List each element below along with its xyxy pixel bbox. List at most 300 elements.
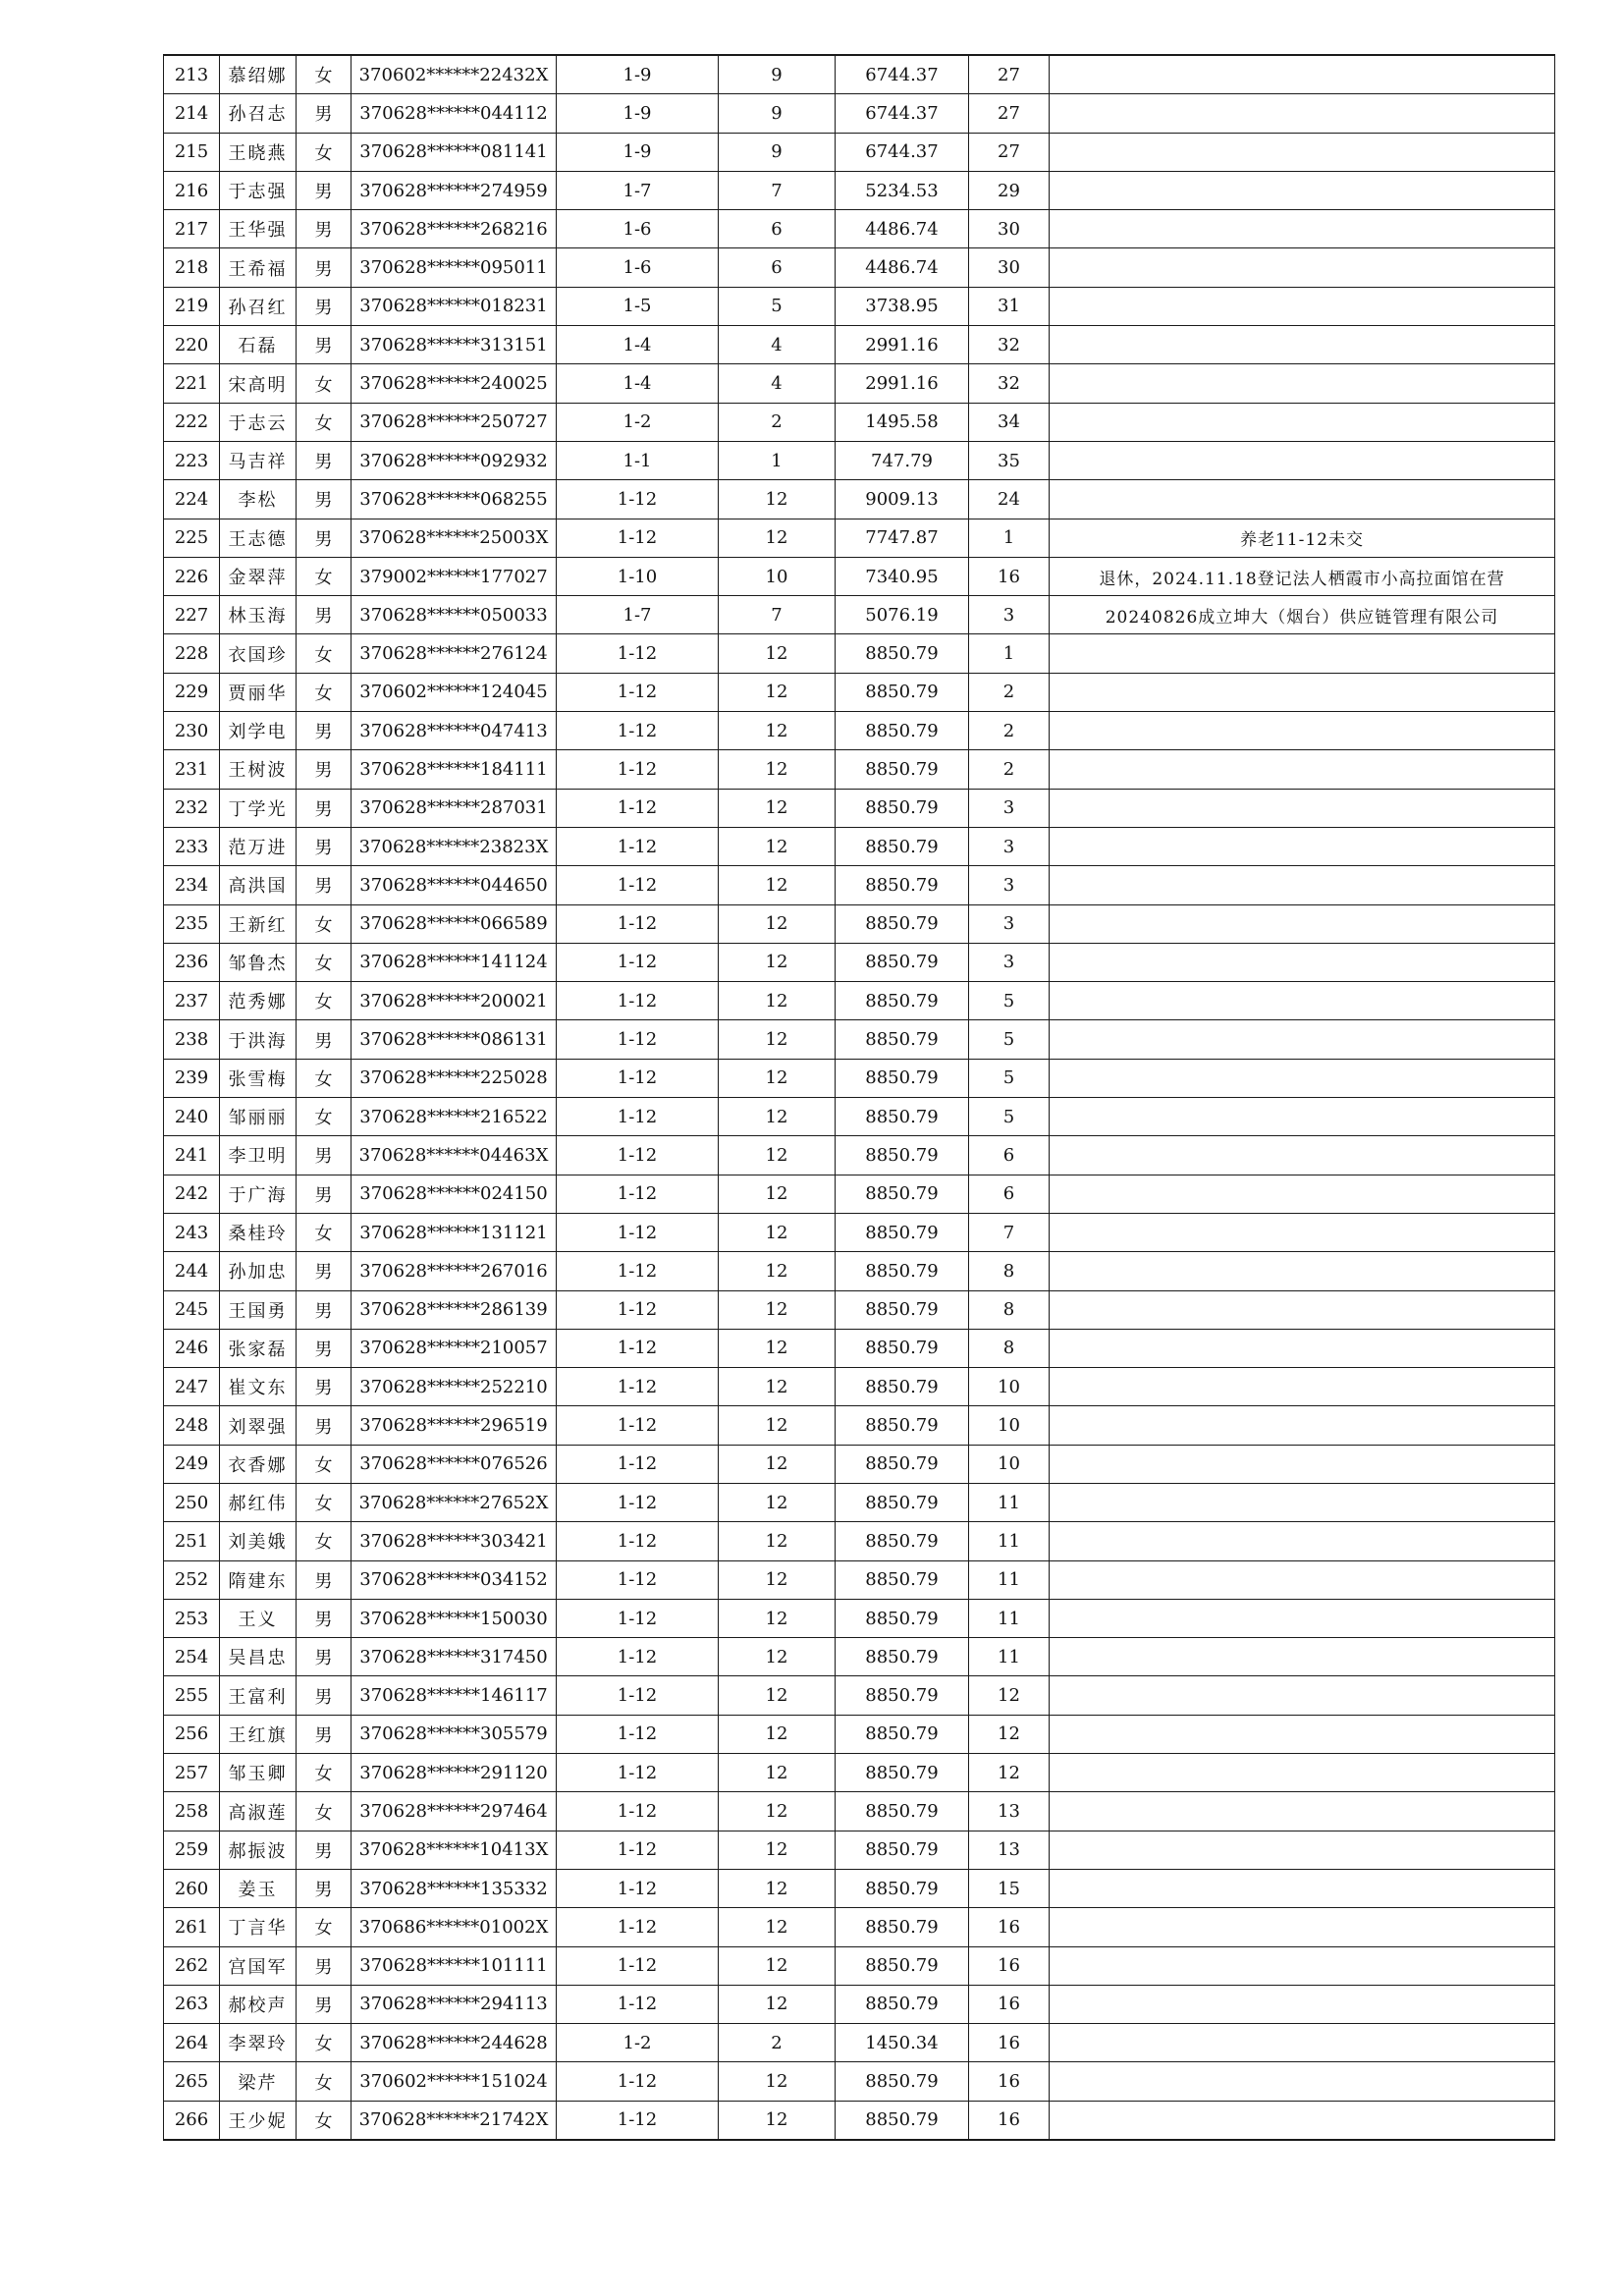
seq-cell: 216 (164, 171, 220, 209)
amount-cell: 1495.58 (836, 403, 969, 441)
gender-cell: 男 (297, 1676, 352, 1715)
amount-cell: 8850.79 (836, 1059, 969, 1097)
rank-cell: 5 (969, 982, 1050, 1020)
amount-cell: 8850.79 (836, 1252, 969, 1290)
months-cell: 12 (719, 712, 836, 750)
remark-cell (1050, 1676, 1555, 1715)
rank-cell: 16 (969, 2062, 1050, 2101)
gender-cell: 男 (297, 480, 352, 519)
gender-cell: 男 (297, 519, 352, 557)
name-cell: 隋建东 (220, 1560, 297, 1599)
id-number-cell: 370628******21742X (352, 2101, 557, 2140)
months-cell: 12 (719, 1599, 836, 1637)
rank-cell: 2 (969, 673, 1050, 711)
id-number-cell: 370628******131121 (352, 1213, 557, 1251)
remark-cell (1050, 1136, 1555, 1175)
remark-cell (1050, 326, 1555, 364)
gender-cell: 男 (297, 1715, 352, 1753)
id-number-cell: 370602******22432X (352, 55, 557, 94)
name-cell: 郝校声 (220, 1985, 297, 2023)
months-cell: 12 (719, 1020, 836, 1059)
seq-cell: 232 (164, 789, 220, 827)
rank-cell: 34 (969, 403, 1050, 441)
period-cell: 1-6 (557, 248, 719, 287)
period-cell: 1-12 (557, 1252, 719, 1290)
period-cell: 1-12 (557, 1368, 719, 1406)
remark-cell (1050, 1560, 1555, 1599)
table-row (164, 1946, 1555, 1985)
amount-cell: 9009.13 (836, 480, 969, 519)
amount-cell: 8850.79 (836, 1715, 969, 1753)
gender-cell: 女 (297, 982, 352, 1020)
months-cell: 12 (719, 1638, 836, 1676)
remark-cell (1050, 2062, 1555, 2101)
table-row (164, 1985, 1555, 2023)
name-cell: 高洪国 (220, 866, 297, 904)
gender-cell: 女 (297, 133, 352, 171)
amount-cell: 4486.74 (836, 248, 969, 287)
amount-cell: 8850.79 (836, 1290, 969, 1329)
period-cell: 1-12 (557, 673, 719, 711)
amount-cell: 8850.79 (836, 673, 969, 711)
remark-cell (1050, 1098, 1555, 1136)
gender-cell: 女 (297, 943, 352, 981)
rank-cell: 13 (969, 1831, 1050, 1869)
months-cell: 12 (719, 1754, 836, 1792)
data-table (163, 54, 1555, 2141)
name-cell: 贾丽华 (220, 673, 297, 711)
remark-cell (1050, 1329, 1555, 1367)
id-number-cell: 370628******276124 (352, 634, 557, 673)
seq-cell: 236 (164, 943, 220, 981)
name-cell: 李松 (220, 480, 297, 519)
seq-cell: 259 (164, 1831, 220, 1869)
seq-cell: 250 (164, 1483, 220, 1521)
id-number-cell: 379002******177027 (352, 557, 557, 595)
rank-cell: 10 (969, 1368, 1050, 1406)
amount-cell: 5076.19 (836, 596, 969, 634)
remark-cell (1050, 1754, 1555, 1792)
period-cell: 1-12 (557, 1560, 719, 1599)
gender-cell: 女 (297, 2101, 352, 2140)
seq-cell: 252 (164, 1560, 220, 1599)
seq-cell: 256 (164, 1715, 220, 1753)
name-cell: 刘美娥 (220, 1522, 297, 1560)
period-cell: 1-12 (557, 1406, 719, 1445)
amount-cell: 3738.95 (836, 287, 969, 325)
months-cell: 12 (719, 1175, 836, 1213)
months-cell: 12 (719, 519, 836, 557)
amount-cell: 6744.37 (836, 55, 969, 94)
amount-cell: 8850.79 (836, 904, 969, 943)
gender-cell: 女 (297, 1522, 352, 1560)
period-cell: 1-12 (557, 1020, 719, 1059)
seq-cell: 246 (164, 1329, 220, 1367)
seq-cell: 235 (164, 904, 220, 943)
months-cell: 4 (719, 364, 836, 403)
period-cell: 1-2 (557, 403, 719, 441)
rank-cell: 7 (969, 1213, 1050, 1251)
period-cell: 1-12 (557, 982, 719, 1020)
months-cell: 7 (719, 171, 836, 209)
amount-cell: 8850.79 (836, 1599, 969, 1637)
period-cell: 1-12 (557, 1098, 719, 1136)
amount-cell: 5234.53 (836, 171, 969, 209)
months-cell: 12 (719, 1252, 836, 1290)
table-row (164, 326, 1555, 364)
rank-cell: 3 (969, 827, 1050, 865)
rank-cell: 11 (969, 1638, 1050, 1676)
gender-cell: 男 (297, 1175, 352, 1213)
name-cell: 林玉海 (220, 596, 297, 634)
amount-cell: 8850.79 (836, 1985, 969, 2023)
table-row (164, 943, 1555, 981)
rank-cell: 10 (969, 1445, 1050, 1483)
table-row (164, 519, 1555, 557)
name-cell: 王希福 (220, 248, 297, 287)
remark-cell (1050, 1638, 1555, 1676)
remark-cell (1050, 133, 1555, 171)
amount-cell: 8850.79 (836, 1445, 969, 1483)
period-cell: 1-12 (557, 2062, 719, 2101)
amount-cell: 8850.79 (836, 1676, 969, 1715)
id-number-cell: 370628******076526 (352, 1445, 557, 1483)
amount-cell: 8850.79 (836, 1483, 969, 1521)
name-cell: 金翠萍 (220, 557, 297, 595)
amount-cell: 8850.79 (836, 1406, 969, 1445)
id-number-cell: 370602******151024 (352, 2062, 557, 2101)
table-row (164, 1483, 1555, 1521)
months-cell: 12 (719, 904, 836, 943)
name-cell: 张雪梅 (220, 1059, 297, 1097)
period-cell: 1-12 (557, 480, 719, 519)
period-cell: 1-5 (557, 287, 719, 325)
period-cell: 1-9 (557, 133, 719, 171)
months-cell: 6 (719, 210, 836, 248)
amount-cell: 8850.79 (836, 1368, 969, 1406)
months-cell: 12 (719, 1831, 836, 1869)
rank-cell: 29 (969, 171, 1050, 209)
name-cell: 丁学光 (220, 789, 297, 827)
remark-cell (1050, 904, 1555, 943)
table-row (164, 1831, 1555, 1869)
amount-cell: 8850.79 (836, 634, 969, 673)
remark-cell (1050, 441, 1555, 479)
table-row (164, 1098, 1555, 1136)
seq-cell: 263 (164, 1985, 220, 2023)
id-number-cell: 370628******250727 (352, 403, 557, 441)
months-cell: 12 (719, 1483, 836, 1521)
rank-cell: 35 (969, 441, 1050, 479)
name-cell: 刘翠强 (220, 1406, 297, 1445)
gender-cell: 男 (297, 789, 352, 827)
id-number-cell: 370628******210057 (352, 1329, 557, 1367)
gender-cell: 女 (297, 1213, 352, 1251)
remark-cell (1050, 1445, 1555, 1483)
name-cell: 王少妮 (220, 2101, 297, 2140)
table-row (164, 1676, 1555, 1715)
table-row (164, 673, 1555, 711)
seq-cell: 247 (164, 1368, 220, 1406)
rank-cell: 27 (969, 133, 1050, 171)
months-cell: 12 (719, 1368, 836, 1406)
amount-cell: 6744.37 (836, 133, 969, 171)
gender-cell: 女 (297, 1754, 352, 1792)
months-cell: 12 (719, 1522, 836, 1560)
gender-cell: 女 (297, 1098, 352, 1136)
seq-cell: 238 (164, 1020, 220, 1059)
id-number-cell: 370628******225028 (352, 1059, 557, 1097)
months-cell: 12 (719, 673, 836, 711)
id-number-cell: 370628******066589 (352, 904, 557, 943)
rank-cell: 16 (969, 1985, 1050, 2023)
months-cell: 12 (719, 480, 836, 519)
amount-cell: 6744.37 (836, 94, 969, 133)
gender-cell: 女 (297, 1059, 352, 1097)
months-cell: 12 (719, 1946, 836, 1985)
gender-cell: 女 (297, 557, 352, 595)
remark-cell (1050, 1715, 1555, 1753)
period-cell: 1-12 (557, 1599, 719, 1637)
name-cell: 李卫明 (220, 1136, 297, 1175)
months-cell: 12 (719, 943, 836, 981)
amount-cell: 7340.95 (836, 557, 969, 595)
table-row (164, 1522, 1555, 1560)
name-cell: 王国勇 (220, 1290, 297, 1329)
months-cell: 12 (719, 1869, 836, 1907)
rank-cell: 11 (969, 1522, 1050, 1560)
seq-cell: 223 (164, 441, 220, 479)
table-row (164, 1560, 1555, 1599)
rank-cell: 2 (969, 750, 1050, 789)
name-cell: 衣国珍 (220, 634, 297, 673)
seq-cell: 231 (164, 750, 220, 789)
table-row (164, 596, 1555, 634)
months-cell: 12 (719, 2062, 836, 2101)
rank-cell: 16 (969, 2024, 1050, 2062)
remark-cell (1050, 1792, 1555, 1831)
name-cell: 宋高明 (220, 364, 297, 403)
amount-cell: 8850.79 (836, 1213, 969, 1251)
table-row (164, 210, 1555, 248)
months-cell: 12 (719, 1985, 836, 2023)
months-cell: 4 (719, 326, 836, 364)
gender-cell: 男 (297, 1831, 352, 1869)
rank-cell: 3 (969, 789, 1050, 827)
rank-cell: 30 (969, 210, 1050, 248)
remark-cell (1050, 789, 1555, 827)
table-row (164, 1599, 1555, 1637)
table-row (164, 55, 1555, 94)
months-cell: 12 (719, 1406, 836, 1445)
gender-cell: 男 (297, 750, 352, 789)
table-row (164, 750, 1555, 789)
table-row (164, 1175, 1555, 1213)
remark-cell (1050, 2024, 1555, 2062)
rank-cell: 27 (969, 94, 1050, 133)
table-row (164, 133, 1555, 171)
name-cell: 王晓燕 (220, 133, 297, 171)
amount-cell: 8850.79 (836, 2062, 969, 2101)
gender-cell: 女 (297, 364, 352, 403)
months-cell: 12 (719, 1213, 836, 1251)
name-cell: 崔文东 (220, 1368, 297, 1406)
table-row (164, 789, 1555, 827)
seq-cell: 253 (164, 1599, 220, 1637)
rank-cell: 8 (969, 1252, 1050, 1290)
period-cell: 1-12 (557, 1213, 719, 1251)
months-cell: 10 (719, 557, 836, 595)
seq-cell: 218 (164, 248, 220, 287)
id-number-cell: 370628******25003X (352, 519, 557, 557)
name-cell: 桑桂玲 (220, 1213, 297, 1251)
seq-cell: 266 (164, 2101, 220, 2140)
id-number-cell: 370628******244628 (352, 2024, 557, 2062)
remark-cell (1050, 2101, 1555, 2140)
id-number-cell: 370628******050033 (352, 596, 557, 634)
months-cell: 12 (719, 1908, 836, 1946)
table-row (164, 1406, 1555, 1445)
table-row (164, 866, 1555, 904)
rank-cell: 3 (969, 904, 1050, 943)
table-row (164, 287, 1555, 325)
rank-cell: 1 (969, 519, 1050, 557)
rank-cell: 13 (969, 1792, 1050, 1831)
seq-cell: 217 (164, 210, 220, 248)
period-cell: 1-12 (557, 1792, 719, 1831)
months-cell: 6 (719, 248, 836, 287)
seq-cell: 213 (164, 55, 220, 94)
remark-cell (1050, 750, 1555, 789)
remark-cell (1050, 673, 1555, 711)
gender-cell: 男 (297, 1985, 352, 2023)
gender-cell: 男 (297, 712, 352, 750)
gender-cell: 男 (297, 1560, 352, 1599)
period-cell: 1-4 (557, 326, 719, 364)
remark-cell (1050, 55, 1555, 94)
period-cell: 1-12 (557, 1059, 719, 1097)
table-row (164, 1329, 1555, 1367)
months-cell: 12 (719, 1792, 836, 1831)
seq-cell: 257 (164, 1754, 220, 1792)
gender-cell: 男 (297, 1599, 352, 1637)
id-number-cell: 370628******268216 (352, 210, 557, 248)
amount-cell: 8850.79 (836, 1831, 969, 1869)
period-cell: 1-12 (557, 1290, 719, 1329)
period-cell: 1-2 (557, 2024, 719, 2062)
months-cell: 12 (719, 1445, 836, 1483)
months-cell: 12 (719, 1290, 836, 1329)
name-cell: 姜玉 (220, 1869, 297, 1907)
seq-cell: 233 (164, 827, 220, 865)
seq-cell: 214 (164, 94, 220, 133)
amount-cell: 8850.79 (836, 1329, 969, 1367)
id-number-cell: 370628******27652X (352, 1483, 557, 1521)
amount-cell: 8850.79 (836, 1098, 969, 1136)
gender-cell: 女 (297, 673, 352, 711)
id-number-cell: 370628******018231 (352, 287, 557, 325)
gender-cell: 女 (297, 1445, 352, 1483)
id-number-cell: 370628******092932 (352, 441, 557, 479)
gender-cell: 女 (297, 2024, 352, 2062)
remark-cell: 养老11-12未交 (1050, 519, 1555, 557)
rank-cell: 32 (969, 326, 1050, 364)
rank-cell: 3 (969, 943, 1050, 981)
name-cell: 衣香娜 (220, 1445, 297, 1483)
seq-cell: 219 (164, 287, 220, 325)
period-cell: 1-12 (557, 1136, 719, 1175)
remark-cell (1050, 480, 1555, 519)
seq-cell: 237 (164, 982, 220, 1020)
period-cell: 1-12 (557, 1175, 719, 1213)
id-number-cell: 370628******200021 (352, 982, 557, 1020)
remark-cell (1050, 248, 1555, 287)
period-cell: 1-1 (557, 441, 719, 479)
period-cell: 1-12 (557, 1638, 719, 1676)
id-number-cell: 370628******294113 (352, 1985, 557, 2023)
amount-cell: 7747.87 (836, 519, 969, 557)
amount-cell: 747.79 (836, 441, 969, 479)
remark-cell (1050, 1406, 1555, 1445)
id-number-cell: 370628******146117 (352, 1676, 557, 1715)
table-row (164, 634, 1555, 673)
id-number-cell: 370628******141124 (352, 943, 557, 981)
seq-cell: 260 (164, 1869, 220, 1907)
period-cell: 1-12 (557, 1831, 719, 1869)
rank-cell: 8 (969, 1290, 1050, 1329)
gender-cell: 女 (297, 1483, 352, 1521)
table-row (164, 982, 1555, 1020)
months-cell: 5 (719, 287, 836, 325)
months-cell: 12 (719, 866, 836, 904)
name-cell: 王富利 (220, 1676, 297, 1715)
period-cell: 1-12 (557, 519, 719, 557)
gender-cell: 男 (297, 596, 352, 634)
period-cell: 1-7 (557, 171, 719, 209)
gender-cell: 男 (297, 866, 352, 904)
id-number-cell: 370628******305579 (352, 1715, 557, 1753)
name-cell: 于志云 (220, 403, 297, 441)
rank-cell: 12 (969, 1715, 1050, 1753)
name-cell: 高淑莲 (220, 1792, 297, 1831)
amount-cell: 8850.79 (836, 1020, 969, 1059)
seq-cell: 222 (164, 403, 220, 441)
id-number-cell: 370628******274959 (352, 171, 557, 209)
months-cell: 7 (719, 596, 836, 634)
name-cell: 慕绍娜 (220, 55, 297, 94)
amount-cell: 8850.79 (836, 1754, 969, 1792)
months-cell: 12 (719, 750, 836, 789)
id-number-cell: 370628******23823X (352, 827, 557, 865)
seq-cell: 255 (164, 1676, 220, 1715)
gender-cell: 男 (297, 1946, 352, 1985)
gender-cell: 女 (297, 55, 352, 94)
months-cell: 2 (719, 2024, 836, 2062)
months-cell: 12 (719, 1715, 836, 1753)
rank-cell: 32 (969, 364, 1050, 403)
table-row (164, 2062, 1555, 2101)
amount-cell: 8850.79 (836, 1175, 969, 1213)
remark-cell (1050, 1175, 1555, 1213)
seq-cell: 228 (164, 634, 220, 673)
table-row (164, 1445, 1555, 1483)
seq-cell: 239 (164, 1059, 220, 1097)
rank-cell: 15 (969, 1869, 1050, 1907)
period-cell: 1-9 (557, 55, 719, 94)
id-number-cell: 370628******044650 (352, 866, 557, 904)
name-cell: 于志强 (220, 171, 297, 209)
rank-cell: 6 (969, 1136, 1050, 1175)
